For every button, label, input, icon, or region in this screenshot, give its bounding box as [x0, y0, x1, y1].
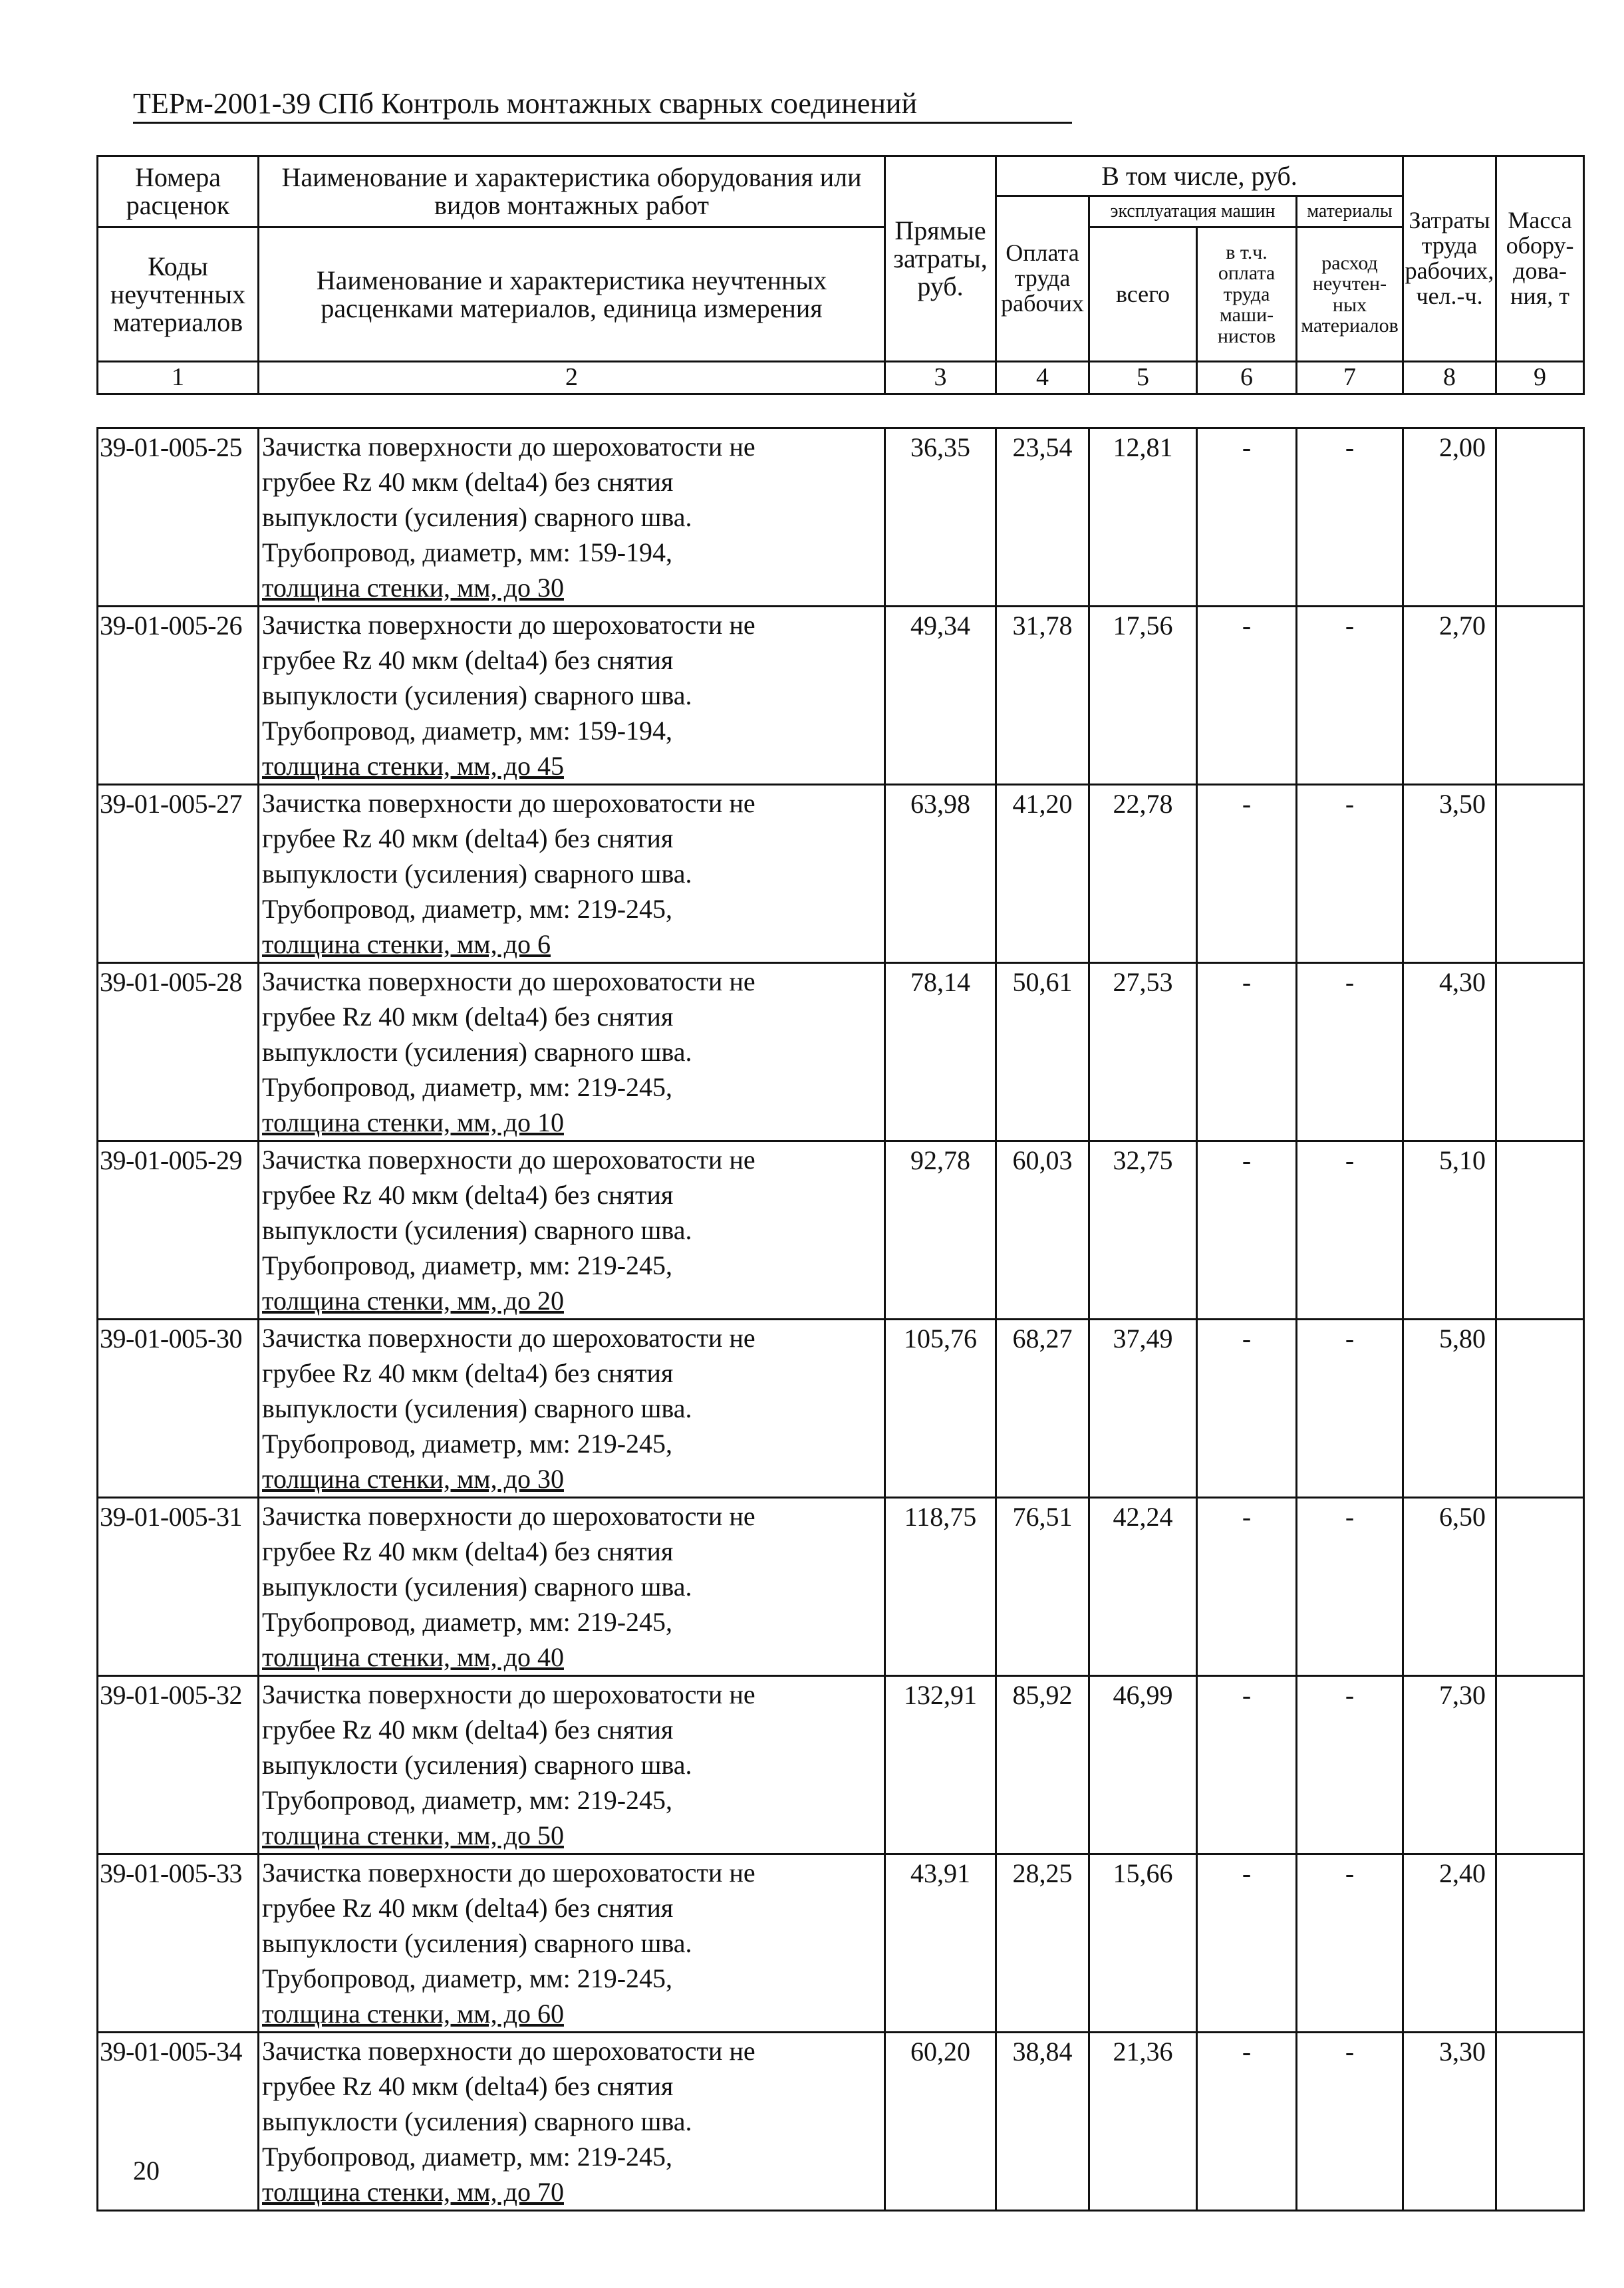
rate-description — [259, 2033, 885, 2211]
description-line: грубее Rz 40 мкм (delta4) без снятия — [262, 645, 674, 675]
description-line: грубее Rz 40 мкм (delta4) без снятия — [262, 2071, 674, 2101]
table-row — [98, 1854, 1584, 2033]
machinist-pay: - — [1197, 2033, 1297, 2211]
material-consumption: - — [1297, 1141, 1403, 1320]
description-line: грубее Rz 40 мкм (delta4) без снятия — [262, 1715, 674, 1745]
direct-costs: 92,78 — [885, 1141, 996, 1320]
rate-description — [259, 428, 885, 607]
machines-total: 37,49 — [1089, 1320, 1197, 1498]
direct-costs: 132,91 — [885, 1676, 996, 1854]
wall-thickness: толщина стенки, мм, до 45 — [262, 751, 564, 781]
description-line: Зачистка поверхности до шероховатости не — [262, 432, 755, 462]
description-line: Зачистка поверхности до шероховатости не — [262, 1145, 755, 1175]
header-material-consumption: расход неучтен-ных материалов — [1297, 227, 1403, 362]
description-line: выпуклости (усиления) сварного шва. — [262, 1572, 692, 1602]
description-line: Зачистка поверхности до шероховатости не — [262, 1679, 755, 1709]
table-row — [98, 607, 1584, 785]
machines-total: 12,81 — [1089, 428, 1197, 607]
rate-description — [259, 1676, 885, 1854]
header-direct-costs: Прямые затраты, руб. — [885, 156, 996, 362]
machinist-pay: - — [1197, 1854, 1297, 2033]
machines-total: 32,75 — [1089, 1141, 1197, 1320]
material-consumption: - — [1297, 1320, 1403, 1498]
machines-total: 15,66 — [1089, 1854, 1197, 2033]
wall-thickness: толщина стенки, мм, до 40 — [262, 1642, 564, 1672]
wall-thickness: толщина стенки, мм, до 50 — [262, 1820, 564, 1850]
description-line: Зачистка поверхности до шероховатости не — [262, 1323, 755, 1353]
machines-total: 17,56 — [1089, 607, 1197, 785]
worker-pay: 41,20 — [996, 785, 1089, 963]
header-rate-numbers: Номера расценок — [98, 156, 259, 227]
machinist-pay: - — [1197, 428, 1297, 607]
machinist-pay: - — [1197, 785, 1297, 963]
direct-costs: 43,91 — [885, 1854, 996, 2033]
pipe-diameter: Трубопровод, диаметр, мм: 219-245, — [262, 894, 673, 924]
column-number: 9 — [1496, 362, 1584, 394]
worker-pay: 28,25 — [996, 1854, 1089, 2033]
header-machines-total: всего — [1089, 227, 1197, 362]
description-line: выпуклости (усиления) сварного шва. — [262, 859, 692, 889]
description-line: выпуклости (усиления) сварного шва. — [262, 680, 692, 710]
description-line: грубее Rz 40 мкм (delta4) без снятия — [262, 1358, 674, 1388]
worker-pay: 50,61 — [996, 963, 1089, 1141]
rate-code: 39-01-005-28 — [98, 963, 259, 1141]
machinist-pay: - — [1197, 1141, 1297, 1320]
rate-code: 39-01-005-34 — [98, 2033, 259, 2211]
header-in-total: В том числе, руб. — [996, 156, 1403, 196]
rate-description — [259, 1498, 885, 1676]
header-machinist-pay: в т.ч. оплата труда маши-нистов — [1197, 227, 1297, 362]
pipe-diameter: Трубопровод, диаметр, мм: 159-194, — [262, 537, 673, 567]
table-row — [98, 1320, 1584, 1498]
pipe-diameter: Трубопровод, диаметр, мм: 219-245, — [262, 1963, 673, 1993]
equipment-mass — [1496, 1498, 1584, 1676]
rate-description — [259, 1320, 885, 1498]
column-number: 5 — [1089, 362, 1197, 394]
rate-code: 39-01-005-32 — [98, 1676, 259, 1854]
direct-costs: 36,35 — [885, 428, 996, 607]
column-number: 7 — [1297, 362, 1403, 394]
pipe-diameter: Трубопровод, диаметр, мм: 159-194, — [262, 716, 673, 746]
machines-total: 46,99 — [1089, 1676, 1197, 1854]
description-line: грубее Rz 40 мкм (delta4) без снятия — [262, 1002, 674, 1032]
description-line: Зачистка поверхности до шероховатости не — [262, 610, 755, 640]
pipe-diameter: Трубопровод, диаметр, мм: 219-245, — [262, 1429, 673, 1459]
machinist-pay: - — [1197, 1498, 1297, 1676]
description-line: Зачистка поверхности до шероховатости не — [262, 966, 755, 996]
equipment-mass — [1496, 428, 1584, 607]
labor-hours: 5,80 — [1403, 1320, 1496, 1498]
rate-code: 39-01-005-25 — [98, 428, 259, 607]
header-work-name: Наименование и характеристика оборудования или видов монтажных работ — [259, 156, 885, 227]
column-number: 4 — [996, 362, 1089, 394]
table-row — [98, 428, 1584, 607]
column-number: 2 — [259, 362, 885, 394]
material-consumption: - — [1297, 607, 1403, 785]
pipe-diameter: Трубопровод, диаметр, мм: 219-245, — [262, 1072, 673, 1102]
pipe-diameter: Трубопровод, диаметр, мм: 219-245, — [262, 2142, 673, 2172]
labor-hours: 7,30 — [1403, 1676, 1496, 1854]
machinist-pay: - — [1197, 1676, 1297, 1854]
labor-hours: 6,50 — [1403, 1498, 1496, 1676]
rate-code: 39-01-005-31 — [98, 1498, 259, 1676]
material-consumption: - — [1297, 1676, 1403, 1854]
equipment-mass — [1496, 1320, 1584, 1498]
rate-code: 39-01-005-33 — [98, 1854, 259, 2033]
labor-hours: 4,30 — [1403, 963, 1496, 1141]
pipe-diameter: Трубопровод, диаметр, мм: 219-245, — [262, 1785, 673, 1815]
column-number: 6 — [1197, 362, 1297, 394]
labor-hours: 2,70 — [1403, 607, 1496, 785]
equipment-mass — [1496, 1854, 1584, 2033]
direct-costs: 60,20 — [885, 2033, 996, 2211]
column-number: 3 — [885, 362, 996, 394]
worker-pay: 85,92 — [996, 1676, 1089, 1854]
rates-table — [96, 427, 1585, 2212]
table-row — [98, 785, 1584, 963]
header-unaccounted-codes: Коды неучтенных материалов — [98, 227, 259, 362]
column-number: 1 — [98, 362, 259, 394]
machinist-pay: - — [1197, 1320, 1297, 1498]
machines-total: 27,53 — [1089, 963, 1197, 1141]
table-row — [98, 963, 1584, 1141]
description-line: выпуклости (усиления) сварного шва. — [262, 1037, 692, 1067]
machines-total: 22,78 — [1089, 785, 1197, 963]
header-equipment-mass: Масса обору-дова-ния, т — [1496, 156, 1584, 362]
description-line: выпуклости (усиления) сварного шва. — [262, 1393, 692, 1423]
table-row — [98, 2033, 1584, 2211]
equipment-mass — [1496, 963, 1584, 1141]
labor-hours: 2,00 — [1403, 428, 1496, 607]
wall-thickness: толщина стенки, мм, до 10 — [262, 1107, 564, 1137]
description-line: выпуклости (усиления) сварного шва. — [262, 1215, 692, 1245]
machines-total: 21,36 — [1089, 2033, 1197, 2211]
wall-thickness: толщина стенки, мм, до 30 — [262, 1464, 564, 1494]
description-line: Зачистка поверхности до шероховатости не — [262, 1501, 755, 1531]
direct-costs: 118,75 — [885, 1498, 996, 1676]
description-line: Зачистка поверхности до шероховатости не — [262, 788, 755, 818]
direct-costs: 78,14 — [885, 963, 996, 1141]
description-line: грубее Rz 40 мкм (delta4) без снятия — [262, 1536, 674, 1566]
rate-code: 39-01-005-29 — [98, 1141, 259, 1320]
equipment-mass — [1496, 785, 1584, 963]
pipe-diameter: Трубопровод, диаметр, мм: 219-245, — [262, 1607, 673, 1637]
description-line: Зачистка поверхности до шероховатости не — [262, 2036, 755, 2066]
header-materials: материалы — [1297, 196, 1403, 227]
direct-costs: 49,34 — [885, 607, 996, 785]
document-title: ТЕРм-2001-39 СПб Контроль монтажных сварных соединений — [133, 86, 1072, 124]
description-line: выпуклости (усиления) сварного шва. — [262, 2106, 692, 2136]
rate-code: 39-01-005-26 — [98, 607, 259, 785]
equipment-mass — [1496, 1676, 1584, 1854]
wall-thickness: толщина стенки, мм, до 60 — [262, 1999, 564, 2029]
labor-hours: 2,40 — [1403, 1854, 1496, 2033]
material-consumption: - — [1297, 2033, 1403, 2211]
pipe-diameter: Трубопровод, диаметр, мм: 219-245, — [262, 1250, 673, 1280]
machinist-pay: - — [1197, 607, 1297, 785]
material-consumption: - — [1297, 1498, 1403, 1676]
worker-pay: 31,78 — [996, 607, 1089, 785]
material-consumption: - — [1297, 428, 1403, 607]
machinist-pay: - — [1197, 963, 1297, 1141]
direct-costs: 63,98 — [885, 785, 996, 963]
rate-code: 39-01-005-30 — [98, 1320, 259, 1498]
worker-pay: 60,03 — [996, 1141, 1089, 1320]
description-line: Зачистка поверхности до шероховатости не — [262, 1858, 755, 1888]
rate-code: 39-01-005-27 — [98, 785, 259, 963]
header-machines: эксплуатация машин — [1089, 196, 1297, 227]
material-consumption: - — [1297, 785, 1403, 963]
worker-pay: 76,51 — [996, 1498, 1089, 1676]
material-consumption: - — [1297, 963, 1403, 1141]
worker-pay: 38,84 — [996, 2033, 1089, 2211]
description-line: выпуклости (усиления) сварного шва. — [262, 502, 692, 532]
rate-description — [259, 607, 885, 785]
header-worker-pay: Оплата труда рабочих — [996, 196, 1089, 362]
wall-thickness: толщина стенки, мм, до 30 — [262, 573, 564, 603]
labor-hours: 5,10 — [1403, 1141, 1496, 1320]
page-number: 20 — [133, 2156, 160, 2186]
description-line: выпуклости (усиления) сварного шва. — [262, 1928, 692, 1958]
labor-hours: 3,30 — [1403, 2033, 1496, 2211]
header-unaccounted-materials: Наименование и характеристика неучтенных расценками материалов, единица измерения — [259, 227, 885, 362]
wall-thickness: толщина стенки, мм, до 6 — [262, 929, 551, 959]
material-consumption: - — [1297, 1854, 1403, 2033]
rate-description — [259, 963, 885, 1141]
worker-pay: 23,54 — [996, 428, 1089, 607]
worker-pay: 68,27 — [996, 1320, 1089, 1498]
table-row — [98, 1676, 1584, 1854]
wall-thickness: толщина стенки, мм, до 70 — [262, 2177, 564, 2207]
description-line: грубее Rz 40 мкм (delta4) без снятия — [262, 467, 674, 497]
table-row — [98, 1498, 1584, 1676]
column-number: 8 — [1403, 362, 1496, 394]
rate-description — [259, 1854, 885, 2033]
equipment-mass — [1496, 2033, 1584, 2211]
labor-hours: 3,50 — [1403, 785, 1496, 963]
description-line: грубее Rz 40 мкм (delta4) без снятия — [262, 1180, 674, 1210]
table-row — [98, 1141, 1584, 1320]
equipment-mass — [1496, 1141, 1584, 1320]
machines-total: 42,24 — [1089, 1498, 1197, 1676]
description-line: грубее Rz 40 мкм (delta4) без снятия — [262, 1893, 674, 1923]
wall-thickness: толщина стенки, мм, до 20 — [262, 1286, 564, 1316]
equipment-mass — [1496, 607, 1584, 785]
rate-description — [259, 1141, 885, 1320]
table-header — [96, 155, 1585, 395]
direct-costs: 105,76 — [885, 1320, 996, 1498]
description-line: выпуклости (усиления) сварного шва. — [262, 1750, 692, 1780]
rate-description — [259, 785, 885, 963]
description-line: грубее Rz 40 мкм (delta4) без снятия — [262, 823, 674, 853]
header-labor-hours: Затраты труда рабочих, чел.-ч. — [1403, 156, 1496, 362]
